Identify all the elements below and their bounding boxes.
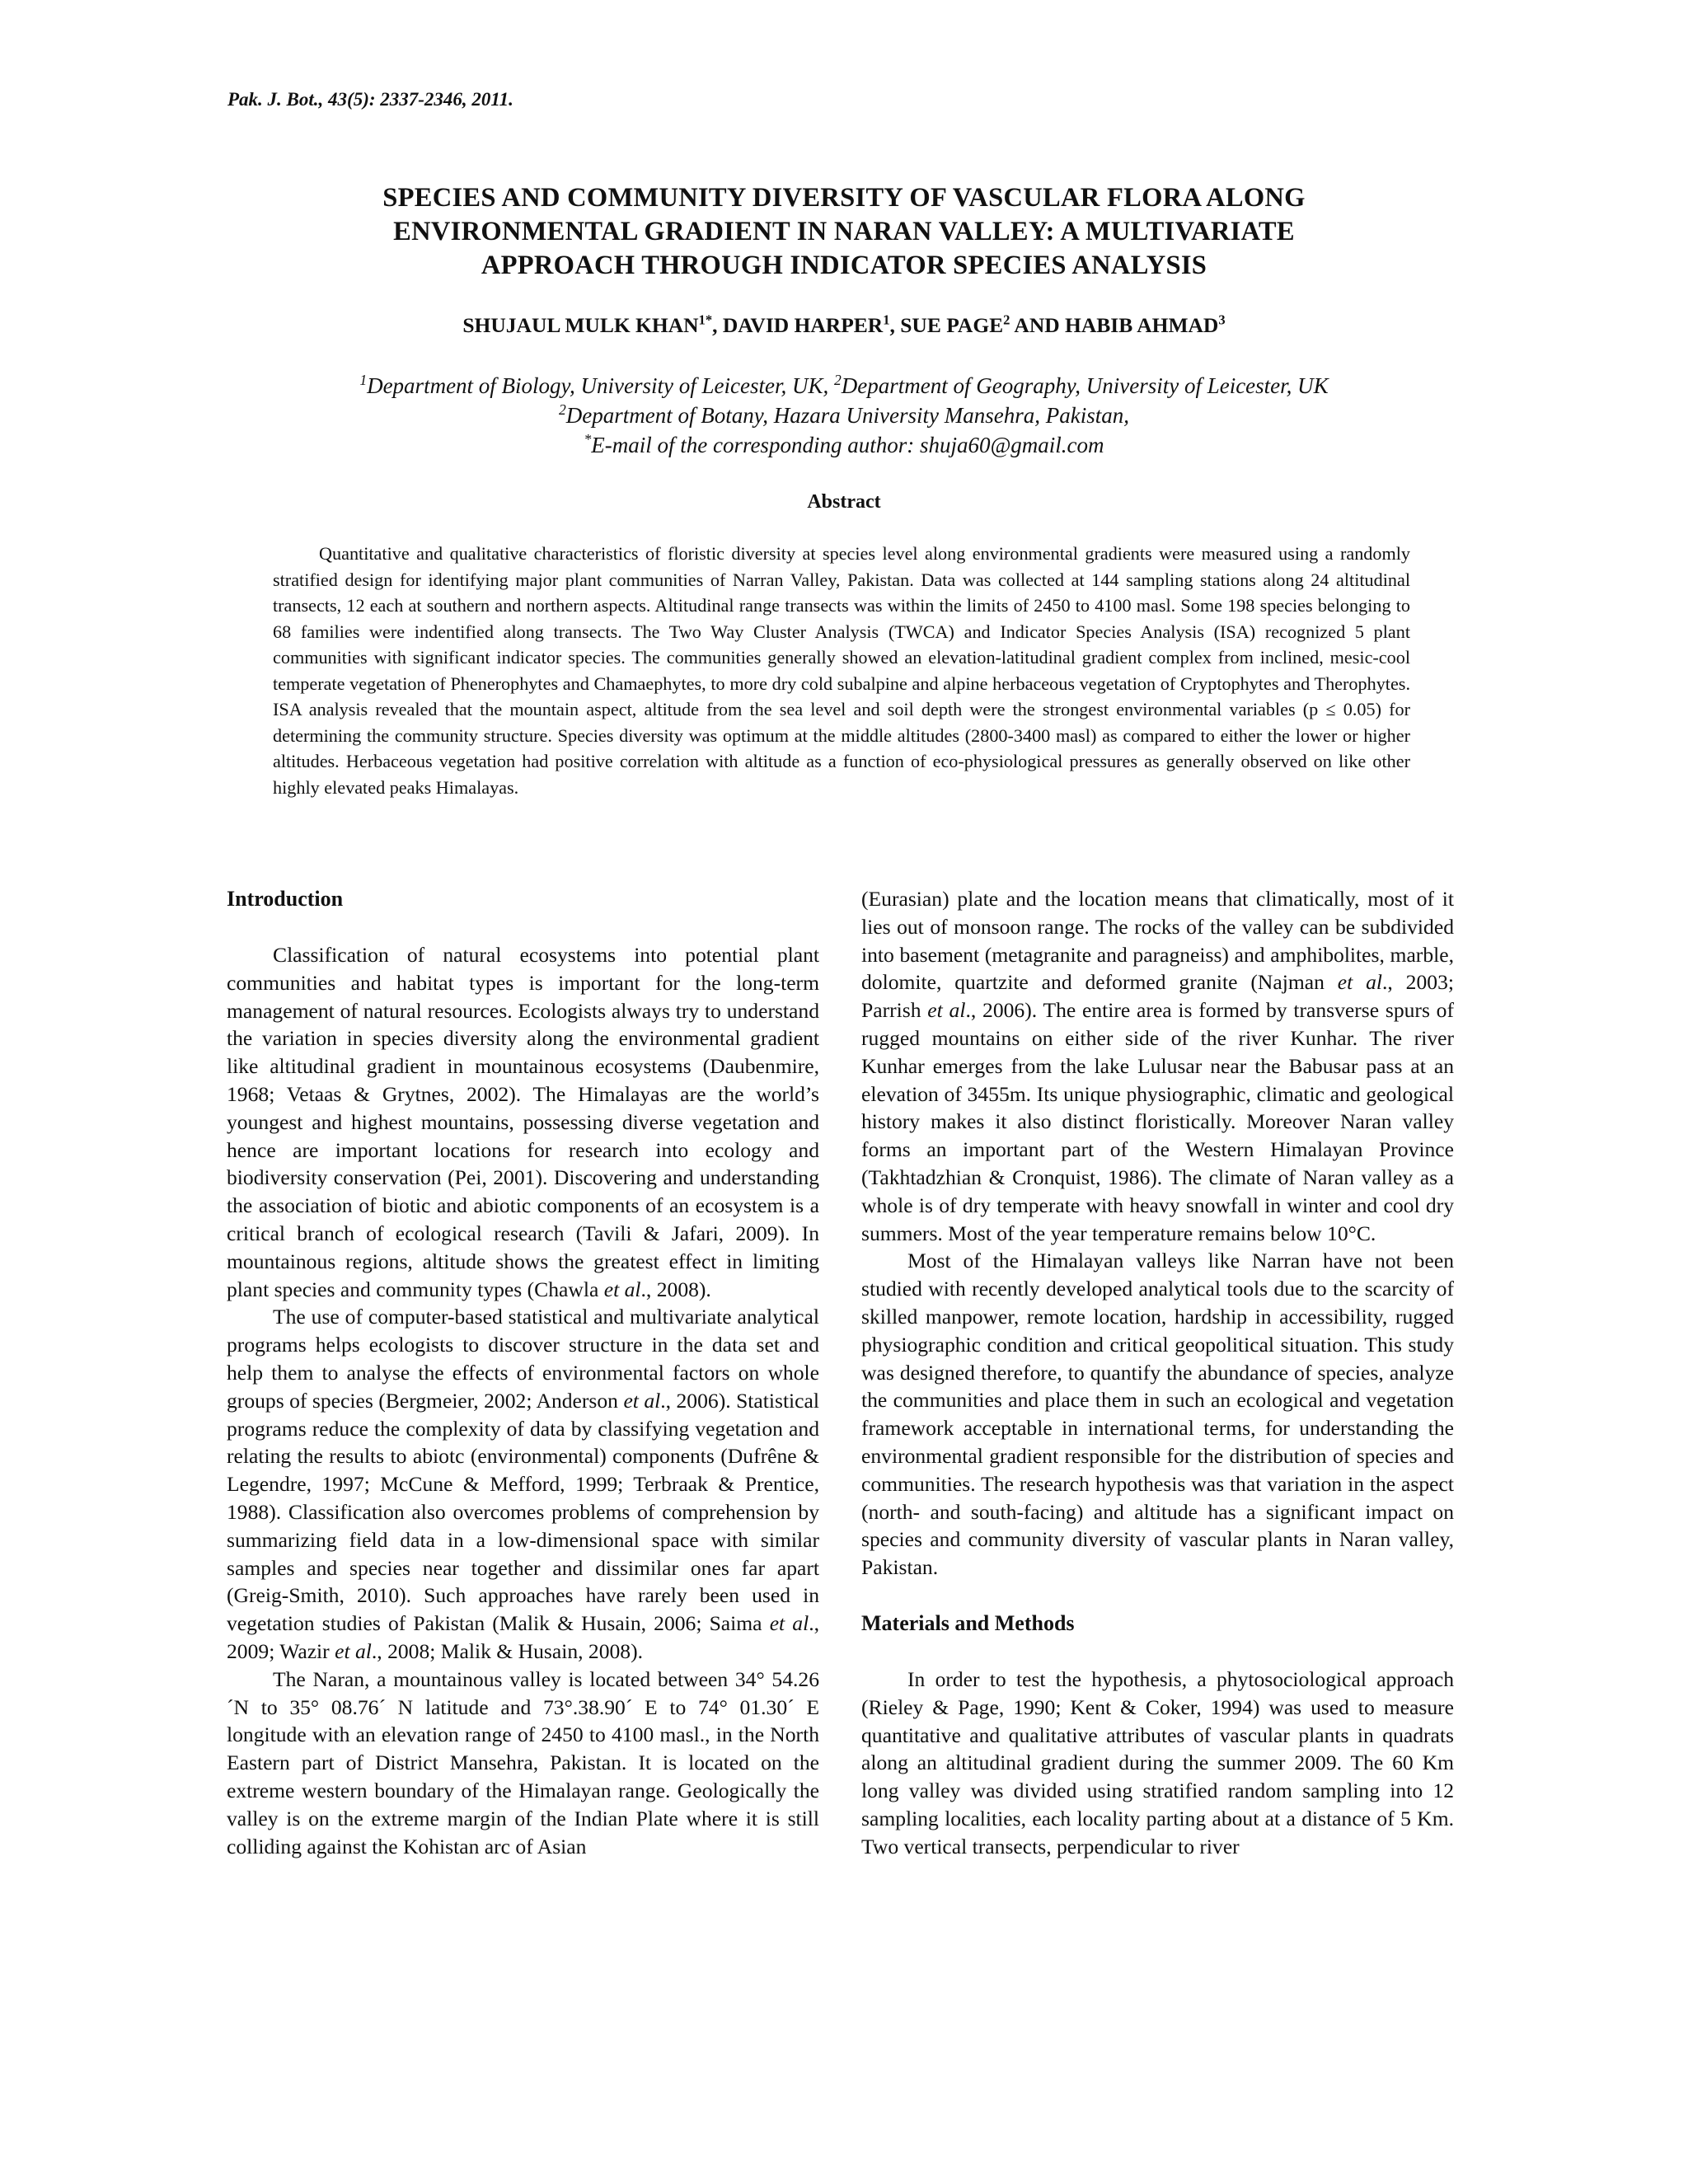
author-name: , DAVID HARPER <box>712 313 884 337</box>
paragraph: In order to test the hypothesis, a phytosociological approach (Rieley & Page, 1990; Kent & Coker, 1994) was used to measure quantitative and qualitative attributes of vascular plants in quadrats along an altitudinal gradient during the summer 2009. The 60 Km long valley was divided using stratified random sampling into 12 sampling localities, each locality parting about at a distance of 5 Km. Two vertical transects, perpendicular to river <box>861 1666 1454 1858</box>
affiliation-line <box>247 371 1441 401</box>
affiliation-text: Department of Geography, University of Leicester, UK <box>841 373 1329 398</box>
title-line: ENVIRONMENTAL GRADIENT IN NARAN VALLEY: A MULTIVARIATE <box>393 217 1295 246</box>
paragraph: Classification of natural ecosystems into potential plant communities and habitat types is important for the long-term management of natural resources. Ecologists always try to understand the variation in species diversity along the environmental gradient like altitudinal gradient in mountainous ecosystems (Daubenmire, 1968; Vetaas & Grytnes, 2002). The Himalayas are the world’s youngest and highest mountains, possessing diverse vegetation and hence are important locations for research into ecology and biodiversity conservation (Pei, 2001). Discovering and understanding the association of biotic and abiotic components of an ecosystem is a critical branch of ecological research (Tavili & Jafari, 2009). In mountainous regions, altitude shows the greatest effect in limiting plant species and community types (Chawla et al., 2008). <box>227 943 819 1301</box>
author-superscript: 1* <box>698 312 713 328</box>
affiliation-line <box>247 430 1441 460</box>
author-superscript: 2 <box>1003 312 1010 328</box>
affiliation-text: Department of Botany, Hazara University Mansehra, Pakistan, <box>565 403 1129 428</box>
corresponding-email: E-mail of the corresponding author: shuja60@gmail.com <box>591 433 1104 457</box>
section-heading-methods: Materials and Methods <box>861 1610 1075 1635</box>
affiliations <box>247 371 1441 460</box>
author-name: AND HABIB AHMAD <box>1010 313 1219 337</box>
paragraph: Most of the Himalayan valleys like Narran have not been studied with recently developed analytical tools due to the scarcity of skilled manpower, remote location, hardship in accessibility, rugged physiographic condition and critical geopolitical situation. This study was designed therefore, to quantify the abundance of species, analyze the communities and place them in such an ecological and vegetation framework acceptable in international terms, for understanding the environmental gradient responsible for the distribution of species and communities. The research hypothesis was that variation in the aspect (north- and south-facing) and altitude has a significant impact on species and community diversity of vascular plants in Naran valley, Pakistan. <box>861 1249 1454 1580</box>
left-column <box>227 885 819 1860</box>
paper-title <box>247 181 1441 283</box>
affiliation-marker: 1 <box>359 372 368 388</box>
paragraph: The Naran, a mountainous valley is located between 34° 54.26´N to 35° 08.76´ N latitude and 73°.38.90´ E to 74° 01.30´ E longitude with an elevation range of 2450 to 4100 masl., in the North Eastern part of District Mansehra, Pakistan. It is located on the extreme western boundary of the Himalayan range. Geologically the valley is on the extreme margin of the Indian Plate where it is still colliding against the Kohistan arc of Asian <box>227 1666 819 1858</box>
author-name: , SUE PAGE <box>889 313 1004 337</box>
paragraph: The use of computer-based statistical and multivariate analytical programs helps ecologists to discover structure in the data set and help them to analyse the effects of environmental factors on whole groups of species (Bergmeier, 2002; Anderson et al., 2006). Statistical programs reduce the complexity of data by classifying vegetation and relating the results to abiotc (environmental) components (Dufrêne & Legendre, 1997; McCune & Mefford, 1999; Terbraak & Prentice, 1988). Classification also overcomes problems of comprehension by summarizing field data in a low-dimensional space with similar samples and species near together and dissimilar ones far apart (Greig-Smith, 2010). Such approaches have rarely been used in vegetation studies of Pakistan (Malik & Husain, 2006; Saima et al., 2009; Wazir et al., 2008; Malik & Husain, 2008). <box>227 1305 820 1663</box>
affiliation-marker: * <box>584 431 592 448</box>
abstract-heading: Abstract <box>807 491 881 513</box>
affiliation-text: Department of Biology, University of Leicester, UK, <box>367 373 834 398</box>
author-superscript: 1 <box>883 312 890 328</box>
abstract-text: Quantitative and qualitative characteristics of floristic diversity at species level along environmental gradients were measured using a randomly stratified design for identifying major plant communities of Narran Valley, Pakistan. Data was collected at 144 sampling stations along 24 altitudinal transects, 12 each at southern and northern aspects. Altitudinal range transects was within the limits of 2450 to 4100 masl. Some 198 species belonging to 68 families were indentified along transects. The Two Way Cluster Analysis (TWCA) and Indicator Species Analysis (ISA) recognized 5 plant communities with significant indicator species. The communities generally showed an elevation-latitudinal gradient complex from inclined, mesic-cool temperate vegetation of Phenerophytes and Chamaephytes, to more dry cold subalpine and alpine herbaceous vegetation of Cryptophytes and Therophytes. ISA analysis revealed that the mountain aspect, altitude from the sea level and soil depth were the strongest environmental variables (p ≤ 0.05) for determining the community structure. Species diversity was optimum at the middle altitudes (2800-3400 masl) as compared to either the lower or higher altitudes. Herbaceous vegetation had positive correlation with altitude as a function of eco-physiological pressures as generally observed on like other highly elevated peaks Himalayas. <box>273 543 1410 798</box>
title-line: SPECIES AND COMMUNITY DIVERSITY OF VASCULAR FLORA ALONG <box>382 183 1306 213</box>
section-heading-introduction: Introduction <box>227 887 344 911</box>
author-superscript: 3 <box>1218 312 1226 328</box>
right-column <box>861 885 1454 1861</box>
paragraph: (Eurasian) plate and the location means that climatically, most of it lies out of monsoon range. The rocks of the valley can be subdivided into basement (metagranite and paragneiss) and amphibolites, marble, dolomite, quartzite and deformed granite (Najman et al., 2003; Parrish et al., 2006). The entire area is formed by transverse spurs of rugged mountains on either side of the river Kunhar. The river Kunhar emerges from the lake Lulusar near the Babusar pass at an elevation of 3455m. Its unique physiographic, climatic and geological history makes it also distinct floristically. Moreover Naran valley forms an important part of the Western Himalayan Province (Takhtadzhian & Cronquist, 1986). The climate of Naran valley as a whole is of dry temperate with heavy snowfall in winter and cool dry summers. Most of the year temperature remains below 10°C. <box>861 887 1455 1245</box>
journal-reference: Pak. J. Bot., 43(5): 2337-2346, 2011. <box>227 89 513 110</box>
affiliation-marker: 2 <box>834 372 842 388</box>
affiliation-line <box>247 401 1441 430</box>
affiliation-marker: 2 <box>559 401 566 418</box>
author-list <box>247 313 1441 338</box>
title-line: APPROACH THROUGH INDICATOR SPECIES ANALYSIS <box>481 251 1207 280</box>
author-name: SHUJAUL MULK KHAN <box>462 313 699 337</box>
